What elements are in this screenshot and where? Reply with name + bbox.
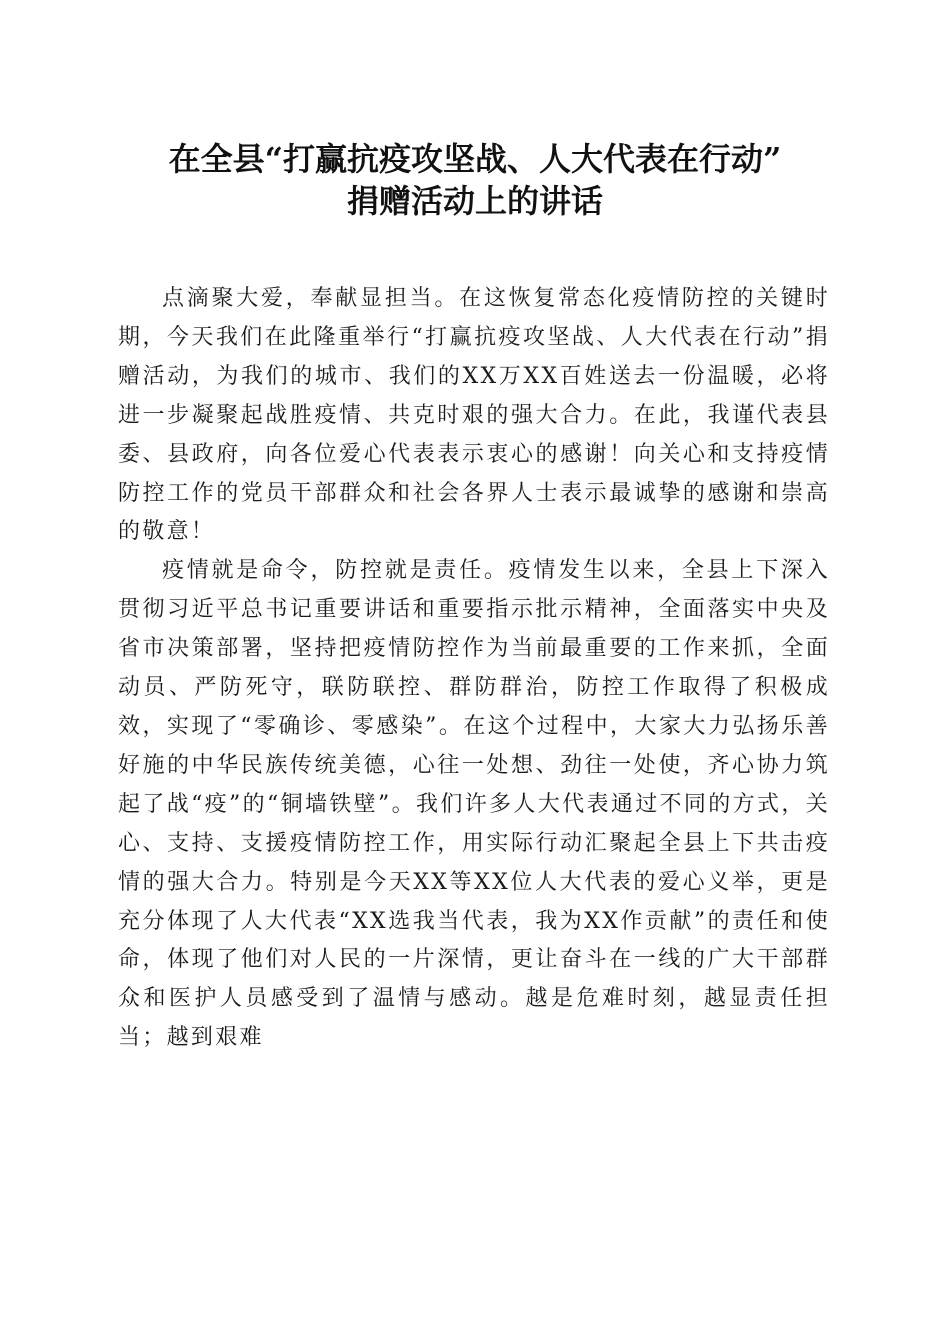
- document-title: [100, 138, 850, 222]
- title-line-1: 在全县“打赢抗疫攻坚战、人大代表在行动”: [168, 140, 782, 178]
- paragraph-2: 疫情就是命令，防控就是责任。疫情发生以来，全县上下深入贯彻习近平总书记重要讲话和重要指示批示精神，全面落实中央及省市决策部署，坚持把疫情防控作为当前最重要的工作来抓，全面动员、严防死守，联防联控、群防群治，防控工作取得了积极成效，实现了“零确诊、零感染”。在这个过程中，大家大力弘扬乐善好施的中华民族传统美德，心往一处想、劲往一处使，齐心协力筑起了战“疫”的“铜墙铁壁”。我们许多人大代表通过不同的方式，关心、支持、支援疫情防控工作，用实际行动汇聚起全县上下共击疫情的强大合力。特别是今天XX等XX位人大代表的爱心义举，更是充分体现了人大代表“XX选我当代表，我为XX作贡献”的责任和使命，体现了他们对人民的一片深情，更让奋斗在一线的广大干部群众和医护人员感受到了温情与感动。越是危难时刻，越显责任担当；越到艰难: [118, 558, 830, 1051]
- document-body: [118, 280, 830, 1058]
- paragraph-1: 点滴聚大爱，奉献显担当。在这恢复常态化疫情防控的关键时期，今天我们在此隆重举行“打赢抗疫攻坚战、人大代表在行动”捐赠活动，为我们的城市、我们的XX万XX百姓送去一份温暖，必将进一步凝聚起战胜疫情、共克时艰的强大合力。在此，我谨代表县委、县政府，向各位爱心代表表示衷心的感谢！向关心和支持疫情防控工作的党员干部群众和社会各界人士表示最诚挚的感谢和崇高的敬意！: [118, 286, 830, 545]
- title-line-2: 捐赠活动上的讲话: [346, 182, 603, 220]
